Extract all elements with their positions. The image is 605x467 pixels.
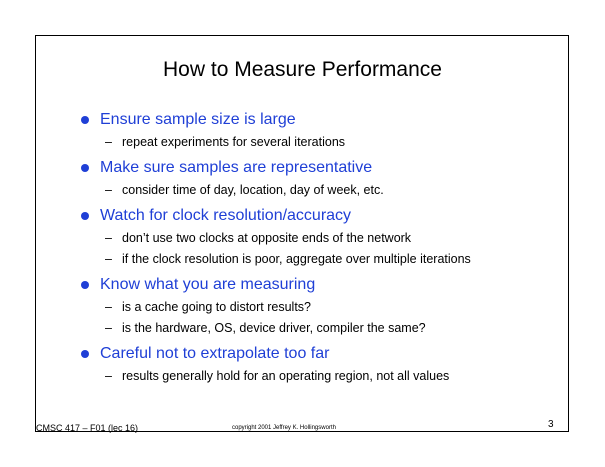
bullet-dot-icon [81, 212, 89, 220]
bullet-item [78, 206, 558, 226]
dash-glyph: – [105, 321, 112, 335]
sub-item [78, 182, 558, 199]
bullet-dot-icon [81, 281, 89, 289]
bullet-text: Watch for clock resolution/accuracy [100, 207, 352, 224]
bullet-list [78, 110, 558, 385]
dash-glyph: – [105, 300, 112, 314]
dash-glyph: – [105, 135, 112, 149]
bullet-dot-icon [81, 116, 89, 124]
sub-text: if the clock resolution is poor, aggregate over multiple iterations [122, 252, 471, 266]
sub-text: is a cache going to distort results? [122, 300, 311, 314]
sub-item [78, 299, 558, 316]
dash-glyph: – [105, 369, 112, 383]
bullet-item [78, 158, 558, 178]
bullet-text: Make sure samples are representative [100, 159, 373, 176]
sub-item [78, 134, 558, 151]
sub-text: consider time of day, location, day of week, etc. [122, 183, 384, 197]
bullet-dot-icon [81, 350, 89, 358]
dash-glyph: – [105, 252, 112, 266]
sub-item [78, 230, 558, 247]
bullet-text: Ensure sample size is large [100, 111, 296, 128]
sub-text: don’t use two clocks at opposite ends of the network [122, 231, 412, 245]
dash-glyph: – [105, 183, 112, 197]
bullet-item [78, 344, 558, 364]
footer-course: CMSC 417 – F01 (lec 16) [36, 423, 139, 433]
page-number: 3 [548, 419, 554, 430]
sub-item [78, 251, 558, 268]
slide-title: How to Measure Performance [163, 58, 442, 81]
bullet-item [78, 110, 558, 130]
sub-item [78, 368, 558, 385]
sub-text: is the hardware, OS, device driver, compiler the same? [122, 321, 426, 335]
sub-text: repeat experiments for several iterations [122, 135, 346, 149]
dash-glyph: – [105, 231, 112, 245]
bullet-text: Careful not to extrapolate too far [100, 345, 330, 362]
footer-copyright: copyright 2001 Jeffrey K. Hollingsworth [232, 425, 336, 431]
sub-text: results generally hold for an operating region, not all values [122, 369, 450, 383]
bullet-item [78, 275, 558, 295]
bullet-text: Know what you are measuring [100, 276, 316, 293]
sub-item [78, 320, 558, 337]
bullet-dot-icon [81, 164, 89, 172]
